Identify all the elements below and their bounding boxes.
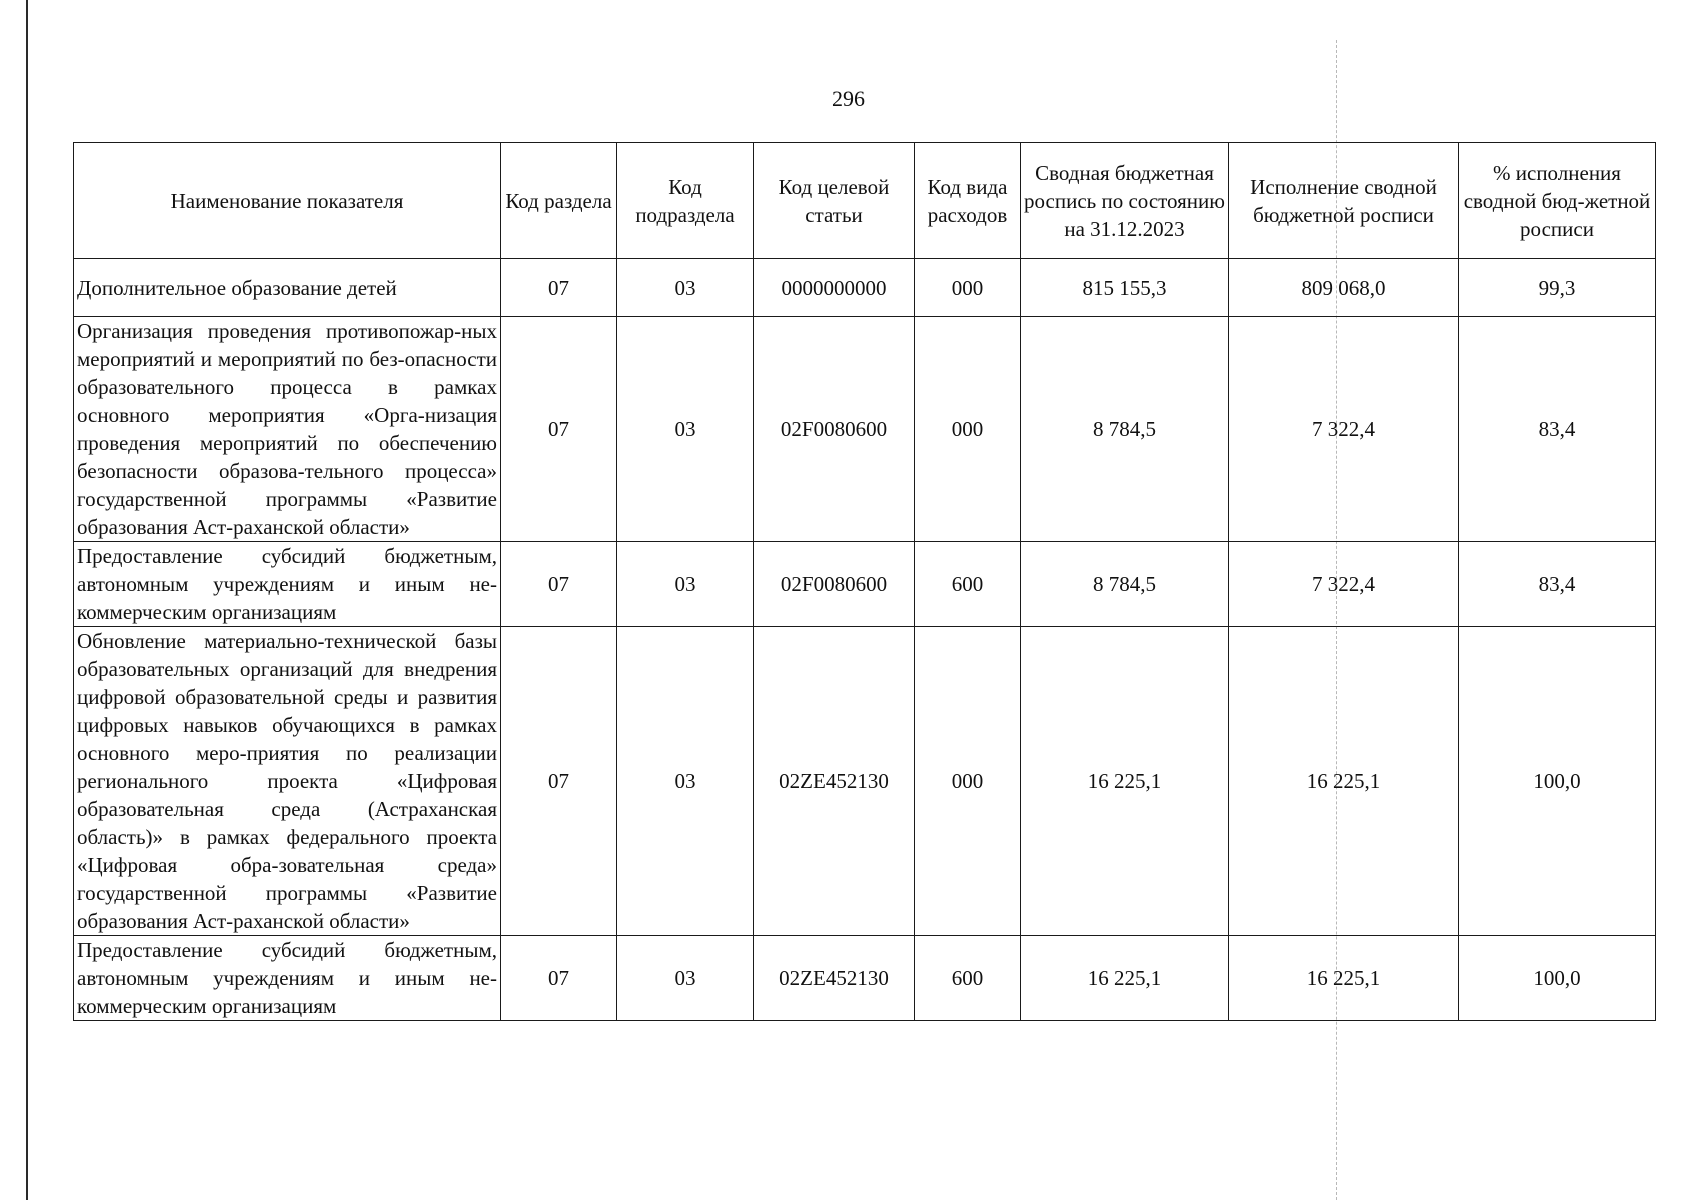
row-section-code: 07 (501, 259, 617, 317)
row-name: Предоставление субсидий бюджетным, автономным учреждениям и иным не-коммерческим организациям (74, 936, 501, 1021)
row-expense-code: 000 (915, 317, 1021, 542)
row-subsection-code: 03 (617, 259, 754, 317)
row-name: Обновление материально-технической базы образовательных организаций для внедрения цифровой образовательной среды и развития цифровых навыков обучающихся в рамках основного меро-приятия по реализации регионального проекта «Цифровая образовательная среда (Астраханская область)» в рамках федерального проекта «Цифровая обра-зовательная среда» государственной программы «Развитие образования Аст-раханской области» (74, 627, 501, 936)
row-section-code: 07 (501, 542, 617, 627)
row-subsection-code: 03 (617, 627, 754, 936)
row-expense-code: 000 (915, 627, 1021, 936)
table-row (74, 317, 1656, 542)
budget-execution-table (73, 142, 1656, 1021)
table-row (74, 627, 1656, 936)
row-budget-plan: 8 784,5 (1021, 542, 1229, 627)
row-budget-execution: 7 322,4 (1229, 317, 1459, 542)
row-budget-execution: 16 225,1 (1229, 627, 1459, 936)
row-subsection-code: 03 (617, 542, 754, 627)
row-budget-plan: 815 155,3 (1021, 259, 1229, 317)
row-target-code: 0000000000 (754, 259, 915, 317)
row-execution-percent: 83,4 (1459, 542, 1656, 627)
header-expense-code: Код вида расходов (915, 143, 1021, 259)
row-subsection-code: 03 (617, 936, 754, 1021)
left-margin-line (26, 0, 28, 1200)
row-execution-percent: 83,4 (1459, 317, 1656, 542)
table-row (74, 259, 1656, 317)
row-target-code: 02ZE452130 (754, 936, 915, 1021)
row-target-code: 02ZE452130 (754, 627, 915, 936)
header-budget-plan: Сводная бюджетная роспись по состоянию на 31.12.2023 (1021, 143, 1229, 259)
header-section-code: Код раздела (501, 143, 617, 259)
row-section-code: 07 (501, 936, 617, 1021)
table-row (74, 542, 1656, 627)
row-name: Дополнительное образование детей (74, 259, 501, 317)
row-target-code: 02F0080600 (754, 317, 915, 542)
row-name: Предоставление субсидий бюджетным, автономным учреждениям и иным не-коммерческим организациям (74, 542, 501, 627)
row-budget-plan: 16 225,1 (1021, 936, 1229, 1021)
row-budget-execution: 16 225,1 (1229, 936, 1459, 1021)
row-expense-code: 600 (915, 542, 1021, 627)
row-expense-code: 000 (915, 259, 1021, 317)
header-budget-execution: Исполнение сводной бюджетной росписи (1229, 143, 1459, 259)
header-name: Наименование показателя (74, 143, 501, 259)
row-execution-percent: 100,0 (1459, 627, 1656, 936)
header-execution-percent: % исполнения сводной бюд-жетной росписи (1459, 143, 1656, 259)
page-number: 296 (832, 86, 865, 111)
row-subsection-code: 03 (617, 317, 754, 542)
row-budget-plan: 16 225,1 (1021, 627, 1229, 936)
row-name: Организация проведения противопожар-ных мероприятий и мероприятий по без-опасности образовательного процесса в рамках основного мероприятия «Орга-низация проведения мероприятий по обеспечению безопасности образова-тельного процесса» государственной программы «Развитие образования Аст-раханской области» (74, 317, 501, 542)
row-expense-code: 600 (915, 936, 1021, 1021)
header-subsection-code: Код подраздела (617, 143, 754, 259)
row-execution-percent: 100,0 (1459, 936, 1656, 1021)
row-target-code: 02F0080600 (754, 542, 915, 627)
row-budget-execution: 809 068,0 (1229, 259, 1459, 317)
row-section-code: 07 (501, 317, 617, 542)
table-header-row (74, 143, 1656, 259)
row-budget-plan: 8 784,5 (1021, 317, 1229, 542)
row-execution-percent: 99,3 (1459, 259, 1656, 317)
table-row (74, 936, 1656, 1021)
row-section-code: 07 (501, 627, 617, 936)
header-target-code: Код целевой статьи (754, 143, 915, 259)
row-budget-execution: 7 322,4 (1229, 542, 1459, 627)
